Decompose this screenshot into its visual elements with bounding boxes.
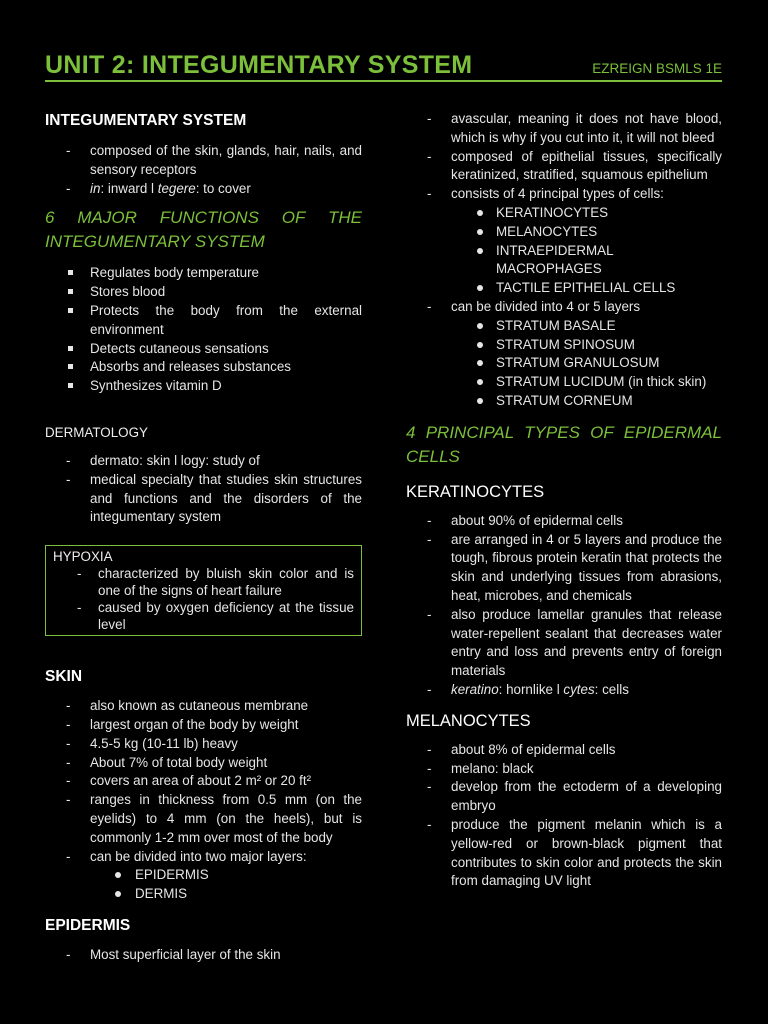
dermatology-heading: DERMATOLOGY: [45, 424, 148, 440]
list-item: - avascular, meaning it does not have blood, which is why if you cut into it, it will not bleed: [406, 110, 722, 148]
epidermis-list: [45, 946, 362, 965]
list-item: STRATUM LUCIDUM (in thick skin): [406, 373, 722, 392]
list-item: EPIDERMIS: [45, 866, 362, 885]
epidermis-continued-list: [406, 110, 722, 204]
list-item: - develop from the ectoderm of a developing embryo: [406, 778, 722, 816]
term-tegere-def: : to cover: [195, 180, 251, 196]
list-item: Protects the body from the external environment: [45, 302, 362, 340]
etymology-item: [406, 681, 722, 700]
functions-heading: 6 MAJOR FUNCTIONS OF THE INTEGUMENTARY SYSTEM: [45, 208, 362, 252]
list-item: Stores blood: [45, 283, 362, 302]
list-item: STRATUM CORNEUM: [406, 392, 722, 411]
list-item: - composed of epithelial tissues, specifically keratinized, stratified, squamous epithelium: [406, 148, 722, 186]
etymology-item: [45, 180, 362, 199]
keratinocytes-heading: KERATINOCYTES: [406, 482, 545, 501]
list-item: - characterized by bluish skin color and is one of the signs of heart failure: [53, 565, 354, 599]
principal-types-heading: 4 PRINCIPAL TYPES OF EPIDERMAL CELLS: [406, 422, 722, 466]
list-item: - dermato: skin l logy: study of: [45, 452, 362, 471]
term-in-def: : inward l: [100, 180, 158, 196]
hypoxia-list: [53, 565, 354, 633]
list-item: - 4.5-5 kg (10-11 lb) heavy: [45, 735, 362, 754]
integumentary-list: [45, 142, 362, 198]
term-keratino-def: : hornlike l: [498, 681, 564, 697]
list-item: - largest organ of the body by weight: [45, 716, 362, 735]
cell-types: [406, 204, 722, 298]
list-item: - about 90% of epidermal cells: [406, 512, 722, 531]
term-cytes: cytes: [563, 681, 595, 697]
list-item: - produce the pigment melanin which is a yellow-red or brown-black pigment that contributes to skin color and protects the skin from damaging UV light: [406, 816, 722, 891]
list-item: DERMIS: [45, 885, 362, 904]
page-header: [45, 47, 722, 82]
list-item: - melano: black: [406, 760, 722, 779]
skin-layers: [45, 866, 362, 904]
dermatology-list: [45, 452, 362, 527]
melanocytes-heading: MELANOCYTES: [406, 711, 531, 730]
list-item: Detects cutaneous sensations: [45, 340, 362, 359]
skin-list: [45, 697, 362, 866]
list-item: - ranges in thickness from 0.5 mm (on the eyelids) to 4 mm (on the heels), but is commonly 1-2 mm over most of the body: [45, 791, 362, 847]
author-label: EZREIGN BSMLS 1E: [592, 61, 722, 76]
list-item: - covers an area of about 2 m² or 20 ft²: [45, 772, 362, 791]
list-item: TACTILE EPITHELIAL CELLS: [406, 279, 722, 298]
list-item: INTRAEPIDERMAL MACROPHAGES: [406, 242, 722, 280]
list-item: STRATUM BASALE: [406, 317, 722, 336]
term-in: in: [90, 180, 101, 196]
term-cytes-def: : cells: [594, 681, 629, 697]
epidermis-layers: [406, 317, 722, 411]
list-item: - medical specialty that studies skin structures and functions and the disorders of the integumentary system: [45, 471, 362, 527]
list-item: STRATUM GRANULOSUM: [406, 354, 722, 373]
list-item: - caused by oxygen deficiency at the tissue level: [53, 599, 354, 633]
list-item: Synthesizes vitamin D: [45, 377, 362, 396]
list-item: Absorbs and releases substances: [45, 358, 362, 377]
list-item: - about 8% of epidermal cells: [406, 741, 722, 760]
list-item: STRATUM SPINOSUM: [406, 336, 722, 355]
list-item: Regulates body temperature: [45, 264, 362, 283]
list-item: - are arranged in 4 or 5 layers and produce the tough, fibrous protein keratin that protects the skin and underlying tissues from abrasions, heat, microbes, and chemicals: [406, 531, 722, 606]
melanocytes-list: [406, 741, 722, 891]
integumentary-heading: INTEGUMENTARY SYSTEM: [45, 112, 247, 129]
page-title: UNIT 2: INTEGUMENTARY SYSTEM: [45, 51, 473, 79]
left-column: [45, 108, 362, 965]
layers-intro-list: [406, 298, 722, 317]
list-item: - also produce lamellar granules that release water-repellent sealant that decreases water entry and loss and prevents entry of foreign materials: [406, 606, 722, 681]
term-tegere: tegere: [157, 180, 196, 196]
term-keratino: keratino: [451, 681, 499, 697]
keratinocytes-list: [406, 512, 722, 700]
right-column: [406, 110, 722, 891]
hypoxia-box: [45, 545, 362, 636]
list-item: KERATINOCYTES: [406, 204, 722, 223]
list-item: - can be divided into 4 or 5 layers: [406, 298, 722, 317]
functions-list: [45, 264, 362, 396]
list-item: - composed of the skin, glands, hair, nails, and sensory receptors: [45, 142, 362, 180]
list-item: - Most superficial layer of the skin: [45, 946, 362, 965]
list-item: - can be divided into two major layers:: [45, 848, 362, 867]
list-item: MELANOCYTES: [406, 223, 722, 242]
epidermis-heading: EPIDERMIS: [45, 916, 131, 934]
list-item: - About 7% of total body weight: [45, 754, 362, 773]
hypoxia-heading: HYPOXIA: [53, 549, 113, 565]
list-item: - consists of 4 principal types of cells:: [406, 185, 722, 204]
list-item: - also known as cutaneous membrane: [45, 697, 362, 716]
skin-heading: SKIN: [45, 668, 83, 686]
